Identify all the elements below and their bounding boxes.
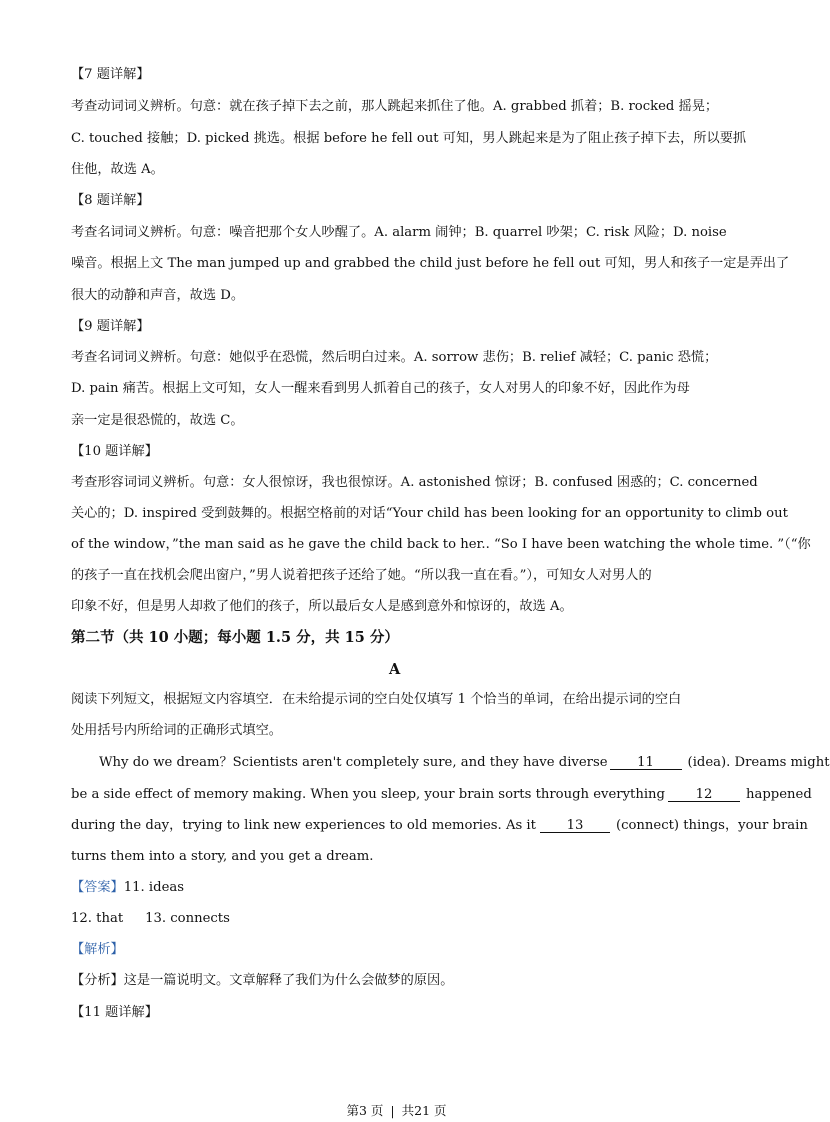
q7-line-3: 住他，故选 A。 xyxy=(71,162,164,177)
passage-line-3 xyxy=(71,818,808,834)
passage-text: Why do we dream？Scientists aren't completely sure, and they have diverse xyxy=(99,755,608,770)
q7-line-2: C. touched 接触；D. picked 挑选。根据 before he fell out 可知，男人跳起来是为了阻止孩子掉下去，所以要抓 xyxy=(71,131,747,146)
passage-text: (connect) things，your brain xyxy=(615,818,808,833)
analysis-label: 【解析】 xyxy=(71,942,124,957)
passage-line-1 xyxy=(99,755,830,771)
q9-title: 【9 题详解】 xyxy=(71,319,150,334)
answer-11: 11. ideas xyxy=(123,880,185,895)
q7-title: 【7 题详解】 xyxy=(71,67,150,82)
blank-13: 13 xyxy=(540,819,610,833)
part-label: A xyxy=(389,661,401,678)
answer-12: 12. that xyxy=(71,911,124,926)
q7-line-1: 考查动词词义辨析。句意：就在孩子掉下去之前，那人跳起来抓住了他。A. grabbed 抓着；B. rocked 摇晃； xyxy=(71,99,719,114)
q10-line-1: 考查形容词词义辨析。句意：女人很惊讶，我也很惊讶。A. astonished 惊讶；B. confused 困惑的；C. concerned xyxy=(71,475,758,490)
q8-line-2: 噪音。根据上文 The man jumped up and grabbed the child just before he fell out 可知，男人和孩子一定是弄出了 xyxy=(71,256,790,271)
page-footer xyxy=(0,1101,793,1119)
passage-text: be a side effect of memory making. When you sleep, your brain sorts through everything xyxy=(71,787,665,802)
q9-line-3: 亲一定是很恐慌的，故选 C。 xyxy=(71,413,244,428)
passage-line-4: turns them into a story, and you get a dream. xyxy=(71,849,374,864)
answer-13: 13. connects xyxy=(145,911,230,926)
q10-line-4: 的孩子一直在找机会爬出窗户，”男人说着把孩子还给了她。“所以我一直在看。”），可知女人对男人的 xyxy=(71,568,652,583)
q10-line-3: of the window，”the man said as he gave the child back to her.. “So I have been watching the whole time. ”（“你 xyxy=(71,537,811,552)
q8-line-3: 很大的动静和声音，故选 D。 xyxy=(71,288,245,303)
passage-text: happened xyxy=(746,787,812,802)
instruction-line-2: 处用括号内所给词的正确形式填空。 xyxy=(71,723,282,738)
q9-line-2: D. pain 痛苦。根据上文可知，女人一醒来看到男人抓着自己的孩子，女人对男人的印象不好，因此作为母 xyxy=(71,381,690,396)
section-heading: 第二节（共 10 小题；每小题 1.5 分，共 15 分） xyxy=(71,629,399,646)
analysis-summary: 【分析】这是一篇说明文。文章解释了我们为什么会做梦的原因。 xyxy=(71,973,454,988)
q9-line-1: 考查名词词义辨析。句意：她似乎在恐慌，然后明白过来。A. sorrow 悲伤；B. relief 减轻；C. panic 恐慌； xyxy=(71,350,718,365)
blank-11: 11 xyxy=(610,756,682,770)
answer-line xyxy=(71,880,184,896)
answer-label: 【答案】 xyxy=(71,880,124,895)
page-number: 第3 页 xyxy=(346,1103,384,1118)
passage-text: during the day，trying to link new experiences to old memories. As it xyxy=(71,818,536,833)
q10-line-5: 印象不好，但是男人却救了他们的孩子，所以最后女人是感到意外和惊讶的，故选 A。 xyxy=(71,599,573,614)
q8-line-1: 考查名词词义辨析。句意：噪音把那个女人吵醒了。A. alarm 闹钟；B. quarrel 吵架；C. risk 风险；D. noise xyxy=(71,225,727,240)
passage-line-2 xyxy=(71,787,812,803)
page-total: 共21 页 xyxy=(401,1103,447,1118)
instruction-line-1: 阅读下列短文，根据短文内容填空．在未给提示词的空白处仅填写 1 个恰当的单词，在给出提示词的空白 xyxy=(71,692,682,707)
passage-text: (idea). Dreams might xyxy=(687,755,830,770)
q10-line-2: 关心的；D. inspired 受到鼓舞的。根据空格前的对话“Your child has been looking for an opportunity to climb out xyxy=(71,506,788,521)
q11-title: 【11 题详解】 xyxy=(71,1005,158,1020)
q8-title: 【8 题详解】 xyxy=(71,193,150,208)
q10-title: 【10 题详解】 xyxy=(71,444,158,459)
blank-12: 12 xyxy=(668,788,740,802)
answer-line-2 xyxy=(71,911,230,927)
footer-separator: | xyxy=(390,1103,395,1118)
